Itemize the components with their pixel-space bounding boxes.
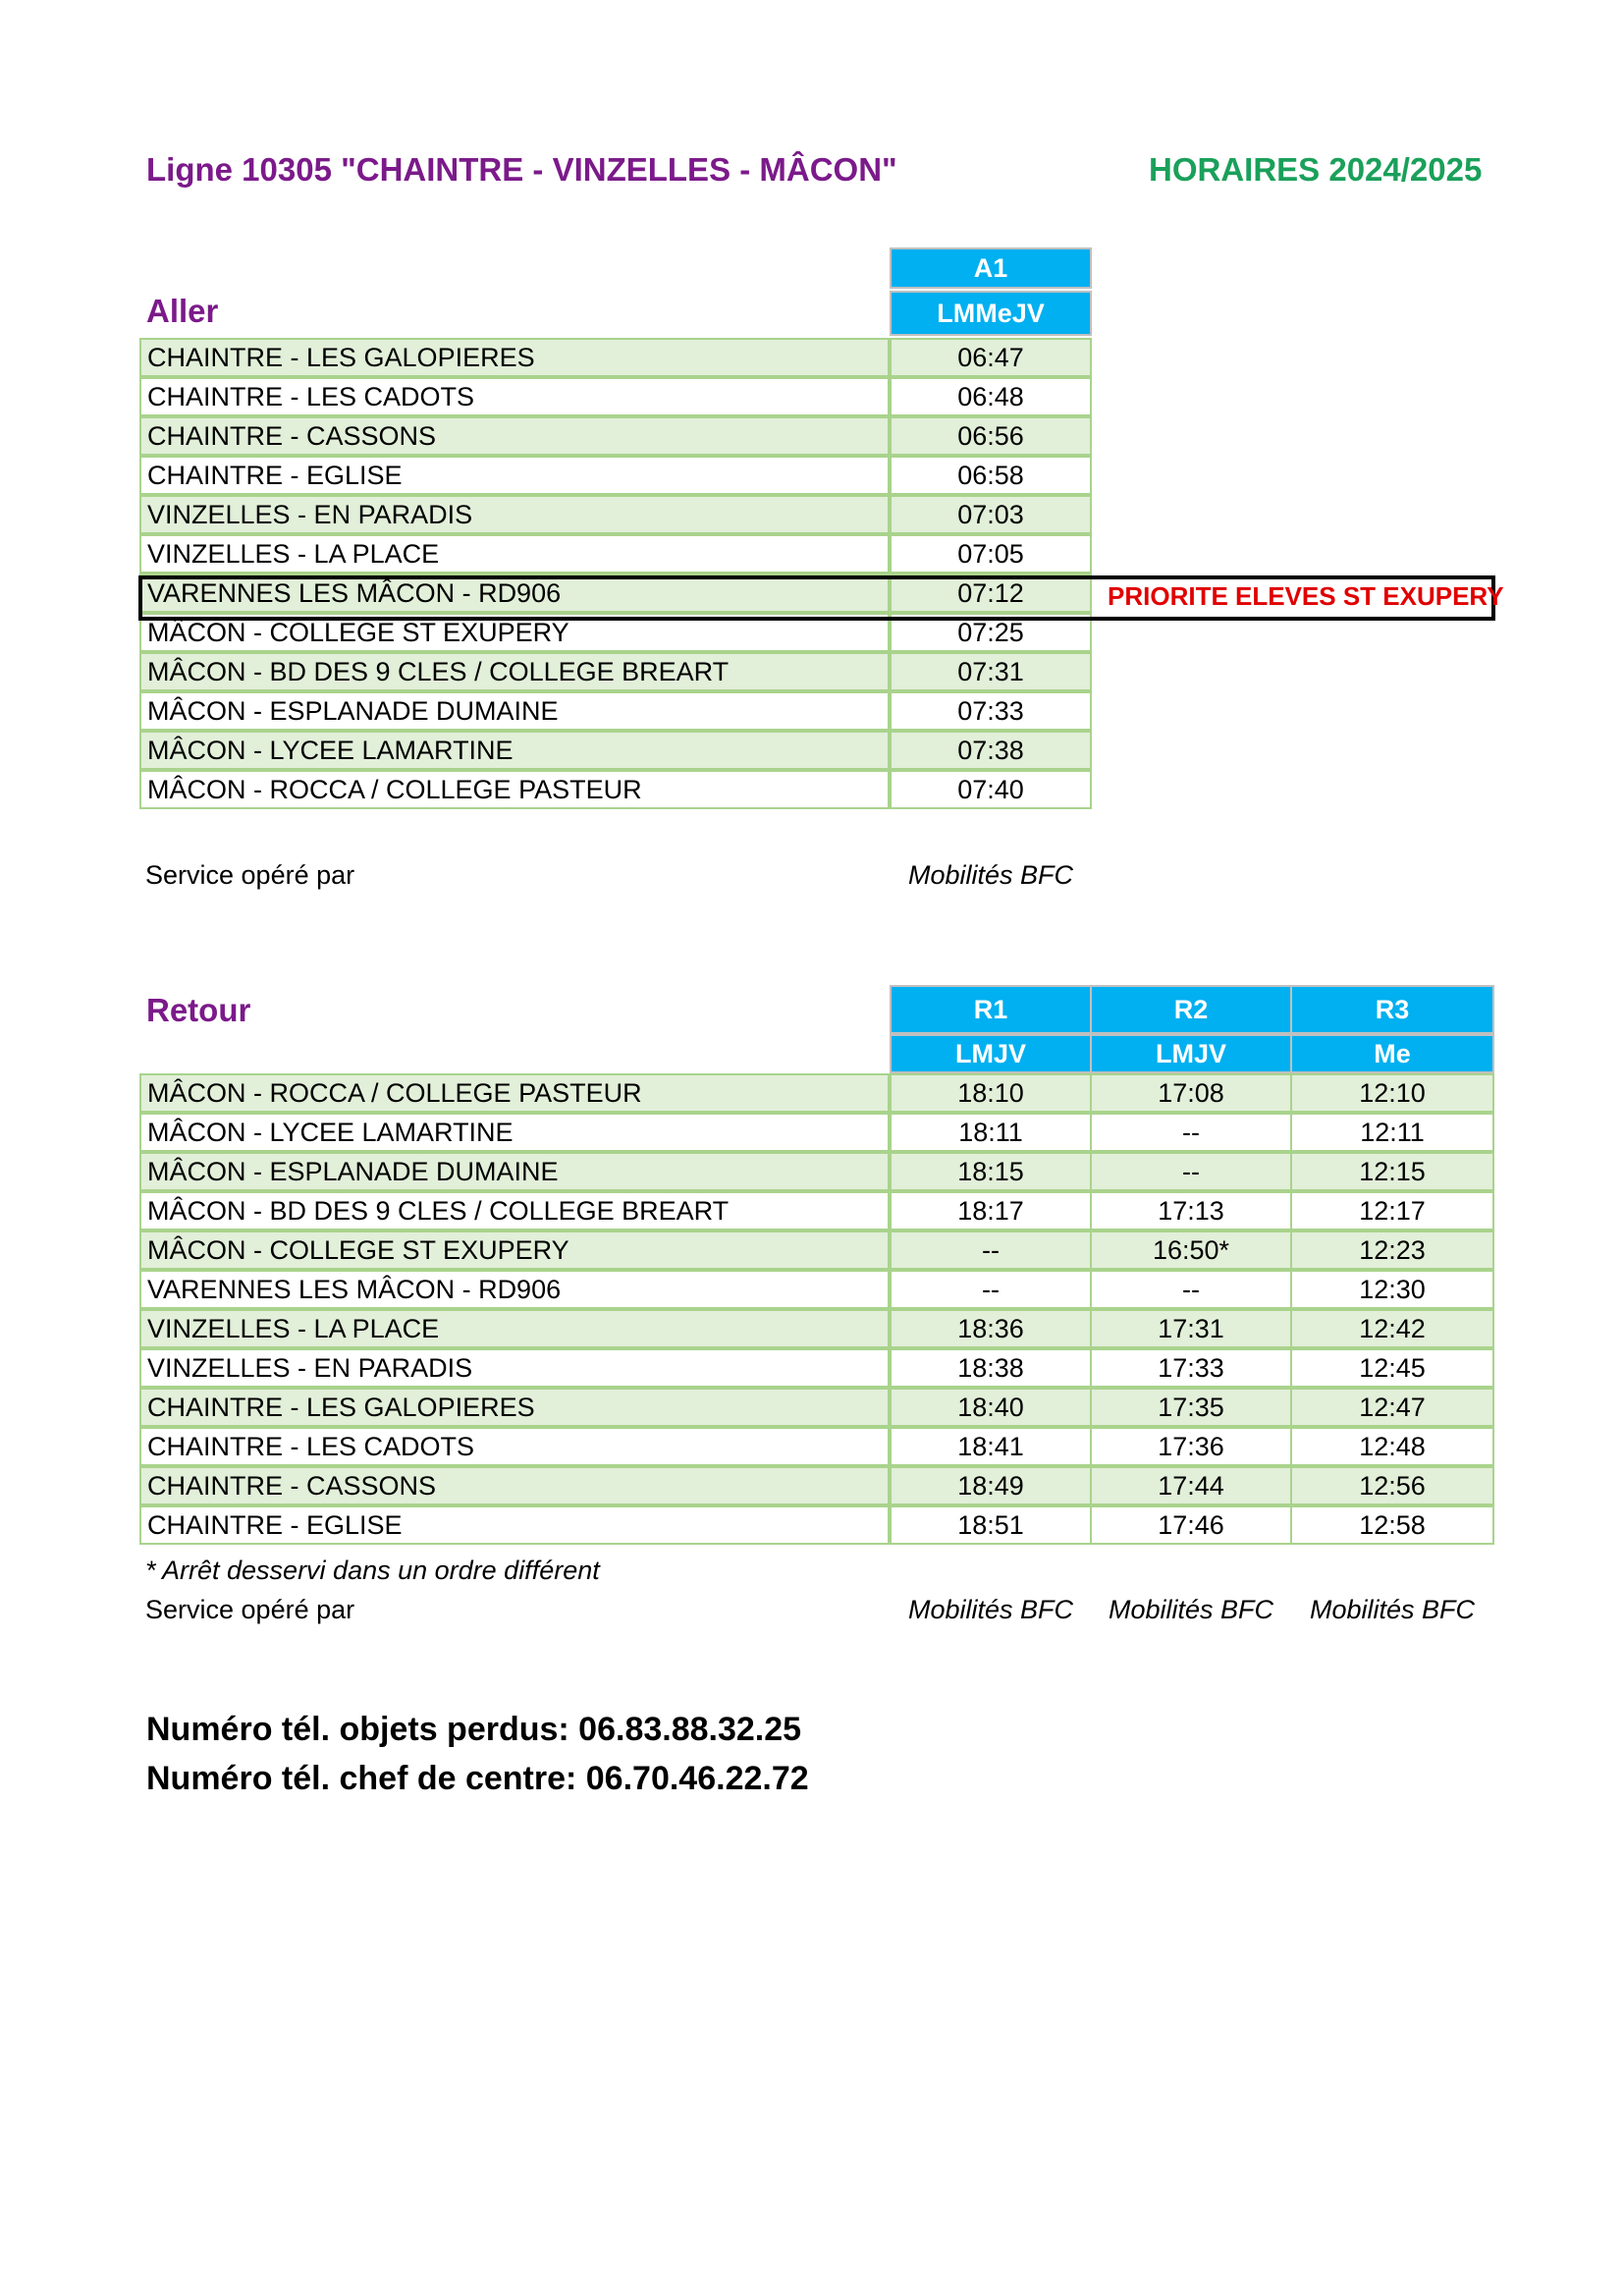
retour-operator-r2: Mobilités BFC xyxy=(1108,1595,1274,1624)
aller-time-cell: 06:58 xyxy=(890,456,1092,495)
retour-col-code-r3: R3 xyxy=(1290,985,1494,1034)
retour-col-days-r1: LMJV xyxy=(890,1034,1092,1073)
retour-time-cell: -- xyxy=(890,1230,1092,1270)
retour-time-cell: 18:36 xyxy=(890,1309,1092,1348)
aller-time-cell: 06:47 xyxy=(890,338,1092,377)
aller-stop-name: MÂCON - COLLEGE ST EXUPERY xyxy=(139,613,890,652)
aller-time-cell: 07:40 xyxy=(890,770,1092,809)
aller-time-cell: 06:56 xyxy=(890,416,1092,456)
aller-col-code-a1: A1 xyxy=(890,247,1092,289)
retour-time-cell: 18:15 xyxy=(890,1152,1092,1191)
contact-center-chief: Numéro tél. chef de centre: 06.70.46.22.72 xyxy=(146,1760,809,1797)
retour-stop-name: CHAINTRE - LES CADOTS xyxy=(139,1427,890,1466)
aller-stop-name: MÂCON - LYCEE LAMARTINE xyxy=(139,731,890,770)
aller-service-label: Service opéré par xyxy=(145,860,355,890)
aller-col-days-a1: LMMeJV xyxy=(890,291,1092,336)
aller-stop-name: CHAINTRE - LES CADOTS xyxy=(139,377,890,416)
aller-stop-name: VARENNES LES MÂCON - RD906 xyxy=(139,574,890,613)
retour-time-cell: 12:48 xyxy=(1290,1427,1494,1466)
retour-col-days-r2: LMJV xyxy=(1090,1034,1292,1073)
retour-time-cell: -- xyxy=(1090,1152,1292,1191)
retour-stop-name: VINZELLES - EN PARADIS xyxy=(139,1348,890,1388)
retour-title: Retour xyxy=(146,992,251,1028)
aller-stop-name: MÂCON - ESPLANADE DUMAINE xyxy=(139,691,890,731)
aller-stop-name: CHAINTRE - CASSONS xyxy=(139,416,890,456)
season-title: HORAIRES 2024/2025 xyxy=(1149,151,1483,188)
retour-time-cell: 18:51 xyxy=(890,1505,1092,1545)
aller-stop-name: MÂCON - ROCCA / COLLEGE PASTEUR xyxy=(139,770,890,809)
aller-time-cell: 07:05 xyxy=(890,534,1092,574)
retour-time-cell: 18:41 xyxy=(890,1427,1092,1466)
aller-stop-name: MÂCON - BD DES 9 CLES / COLLEGE BREART xyxy=(139,652,890,691)
retour-time-cell: 12:23 xyxy=(1290,1230,1494,1270)
aller-stop-name: CHAINTRE - EGLISE xyxy=(139,456,890,495)
retour-time-cell: 18:10 xyxy=(890,1073,1092,1113)
retour-time-cell: 17:13 xyxy=(1090,1191,1292,1230)
retour-time-cell: 17:35 xyxy=(1090,1388,1292,1427)
retour-operator-r1: Mobilités BFC xyxy=(907,1595,1074,1624)
aller-time-cell: 07:25 xyxy=(890,613,1092,652)
retour-col-code-r2: R2 xyxy=(1090,985,1292,1034)
aller-time-cell: 07:12 xyxy=(890,574,1092,613)
retour-service-label: Service opéré par xyxy=(145,1595,355,1624)
retour-stop-name: VINZELLES - LA PLACE xyxy=(139,1309,890,1348)
retour-stop-name: CHAINTRE - LES GALOPIERES xyxy=(139,1388,890,1427)
retour-time-cell: 17:46 xyxy=(1090,1505,1292,1545)
aller-stop-name: VINZELLES - LA PLACE xyxy=(139,534,890,574)
retour-time-cell: 17:33 xyxy=(1090,1348,1292,1388)
line-title: Ligne 10305 "CHAINTRE - VINZELLES - MÂCON" xyxy=(146,151,897,188)
retour-time-cell: 18:49 xyxy=(890,1466,1092,1505)
retour-stop-name: MÂCON - ESPLANADE DUMAINE xyxy=(139,1152,890,1191)
retour-time-cell: 12:42 xyxy=(1290,1309,1494,1348)
retour-stop-name: MÂCON - LYCEE LAMARTINE xyxy=(139,1113,890,1152)
retour-stop-name: VARENNES LES MÂCON - RD906 xyxy=(139,1270,890,1309)
aller-time-cell: 07:31 xyxy=(890,652,1092,691)
aller-time-cell: 07:38 xyxy=(890,731,1092,770)
retour-stop-name: MÂCON - BD DES 9 CLES / COLLEGE BREART xyxy=(139,1191,890,1230)
retour-stop-name: MÂCON - ROCCA / COLLEGE PASTEUR xyxy=(139,1073,890,1113)
aller-time-cell: 07:33 xyxy=(890,691,1092,731)
retour-time-cell: 12:15 xyxy=(1290,1152,1494,1191)
retour-time-cell: 17:08 xyxy=(1090,1073,1292,1113)
retour-time-cell: 12:45 xyxy=(1290,1348,1494,1388)
retour-stop-name: MÂCON - COLLEGE ST EXUPERY xyxy=(139,1230,890,1270)
retour-time-cell: -- xyxy=(1090,1113,1292,1152)
retour-time-cell: 17:31 xyxy=(1090,1309,1292,1348)
retour-time-cell: 12:47 xyxy=(1290,1388,1494,1427)
retour-time-cell: -- xyxy=(1090,1270,1292,1309)
retour-time-cell: 12:30 xyxy=(1290,1270,1494,1309)
aller-title: Aller xyxy=(146,293,219,329)
retour-stop-name: CHAINTRE - EGLISE xyxy=(139,1505,890,1545)
retour-time-cell: 18:11 xyxy=(890,1113,1092,1152)
retour-footnote: * Arrêt desservi dans un ordre différent xyxy=(145,1556,600,1585)
retour-col-days-r3: Me xyxy=(1290,1034,1494,1073)
retour-time-cell: 12:17 xyxy=(1290,1191,1494,1230)
aller-time-cell: 07:03 xyxy=(890,495,1092,534)
retour-time-cell: 18:40 xyxy=(890,1388,1092,1427)
aller-stop-name: CHAINTRE - LES GALOPIERES xyxy=(139,338,890,377)
retour-col-code-r1: R1 xyxy=(890,985,1092,1034)
retour-time-cell: 17:44 xyxy=(1090,1466,1292,1505)
retour-time-cell: 12:56 xyxy=(1290,1466,1494,1505)
retour-time-cell: 12:10 xyxy=(1290,1073,1494,1113)
aller-stop-name: VINZELLES - EN PARADIS xyxy=(139,495,890,534)
retour-time-cell: -- xyxy=(890,1270,1092,1309)
retour-time-cell: 18:17 xyxy=(890,1191,1092,1230)
retour-time-cell: 17:36 xyxy=(1090,1427,1292,1466)
aller-time-cell: 06:48 xyxy=(890,377,1092,416)
retour-operator-r3: Mobilités BFC xyxy=(1309,1595,1476,1624)
retour-time-cell: 12:11 xyxy=(1290,1113,1494,1152)
retour-time-cell: 16:50* xyxy=(1090,1230,1292,1270)
aller-operator-a1: Mobilités BFC xyxy=(907,860,1074,890)
retour-time-cell: 18:38 xyxy=(890,1348,1092,1388)
priority-note: PRIORITE ELEVES ST EXUPERY xyxy=(1108,581,1504,611)
contact-lost-items: Numéro tél. objets perdus: 06.83.88.32.25 xyxy=(146,1711,802,1748)
retour-stop-name: CHAINTRE - CASSONS xyxy=(139,1466,890,1505)
retour-time-cell: 12:58 xyxy=(1290,1505,1494,1545)
